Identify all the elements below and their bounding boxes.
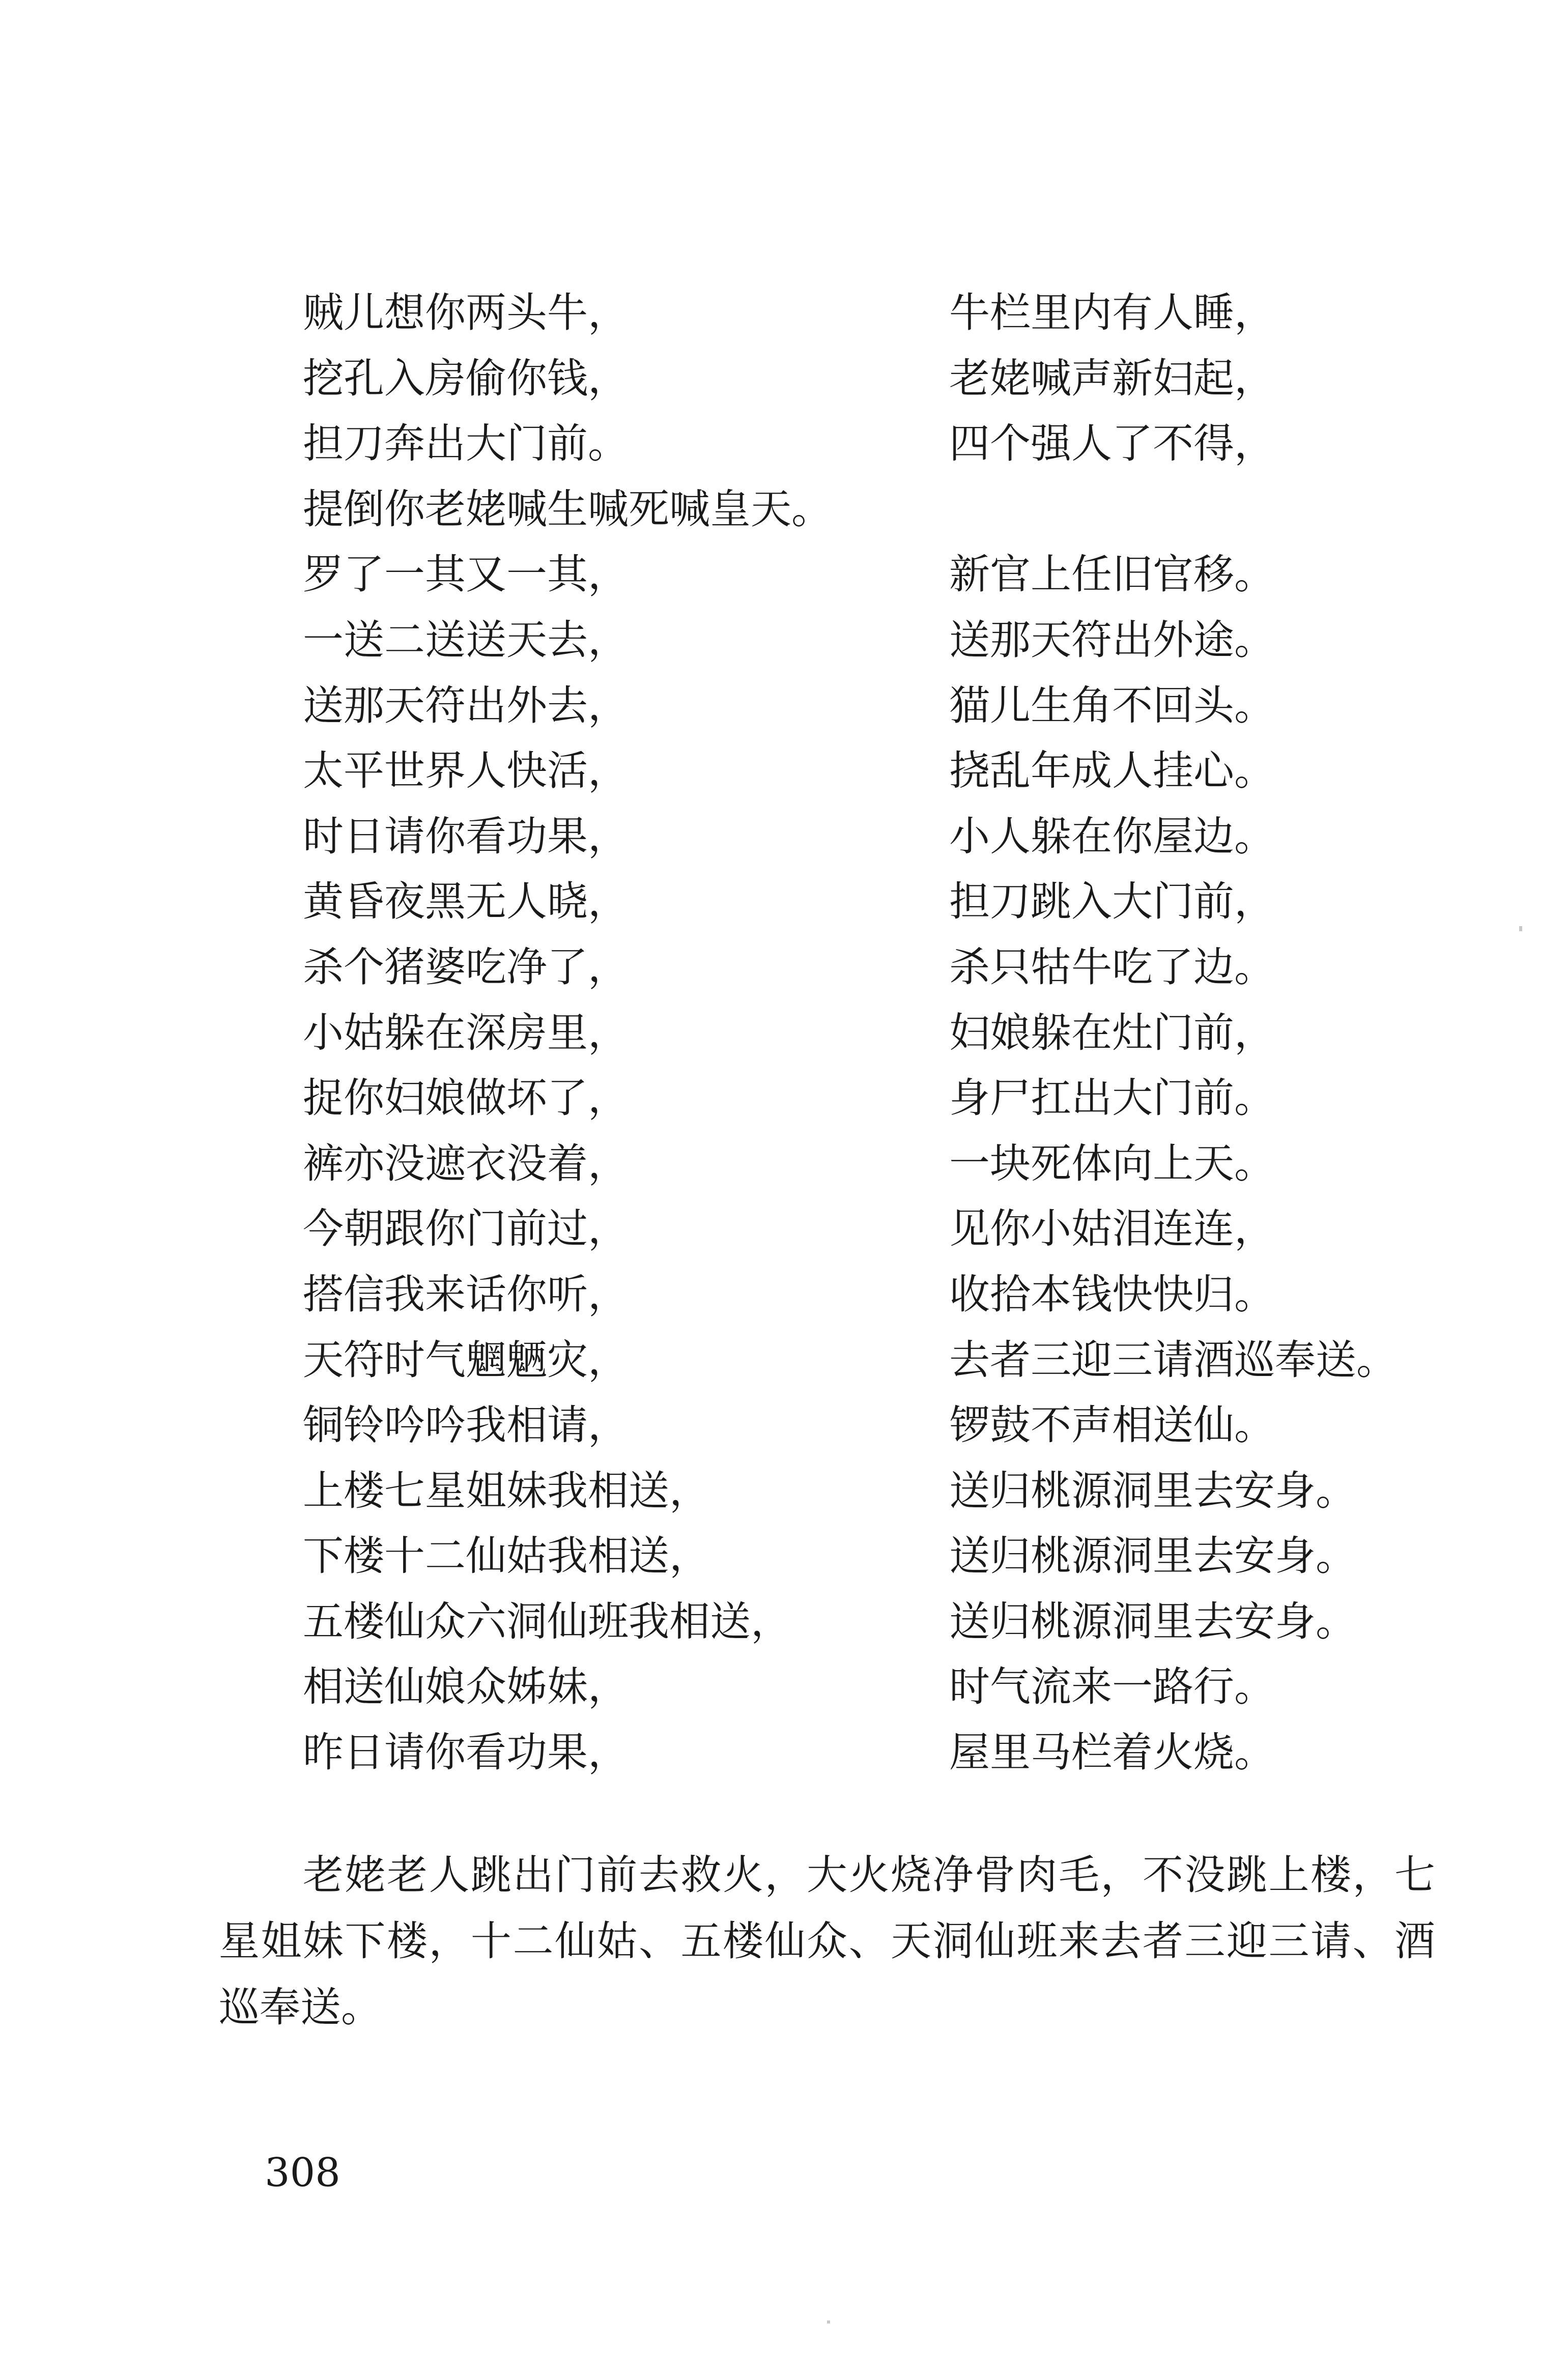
verse-line-right: 牛栏里内有人睡， bbox=[949, 289, 1275, 336]
verse-row bbox=[0, 1005, 1567, 1071]
verse-row bbox=[0, 1463, 1567, 1529]
verse-row bbox=[0, 481, 1567, 547]
verse-line-right: 屋里马栏着火烧。 bbox=[949, 1729, 1275, 1776]
verse-line-right: 杀只牯牛吃了边。 bbox=[949, 943, 1275, 991]
verse-line-left: 五楼仙众六洞仙班我相送， bbox=[303, 1597, 791, 1645]
verse-line-right: 送归桃源洞里去安身。 bbox=[949, 1532, 1356, 1580]
verse-row bbox=[0, 939, 1567, 1005]
verse-row bbox=[0, 1070, 1567, 1136]
verse-line-left: 小姑躲在深房里， bbox=[303, 1009, 629, 1056]
verse-line-right: 见你小姑泪连连， bbox=[949, 1205, 1275, 1253]
verse-line-right: 老姥喊声新妇起， bbox=[949, 354, 1275, 402]
verse-row bbox=[0, 1136, 1567, 1201]
verse-row bbox=[0, 1725, 1567, 1790]
verse-row bbox=[0, 351, 1567, 416]
verse-row bbox=[0, 809, 1567, 874]
verse-line-right: 时气流来一路行。 bbox=[949, 1663, 1275, 1711]
verse-line-left: 时日请你看功果， bbox=[303, 812, 629, 860]
verse-line-right: 挠乱年成人挂心。 bbox=[949, 747, 1275, 795]
verse-row bbox=[0, 743, 1567, 809]
verse-row bbox=[0, 1594, 1567, 1659]
verse-line-left: 搭信我来话你听， bbox=[303, 1270, 629, 1318]
verse-block bbox=[0, 285, 1567, 1790]
verse-line-left: 担刀奔出大门前。 bbox=[303, 420, 629, 468]
scan-speck bbox=[827, 2320, 830, 2324]
verse-line-right: 送归桃源洞里去安身。 bbox=[949, 1467, 1356, 1514]
verse-line-left: 今朝跟你门前过， bbox=[303, 1205, 629, 1253]
verse-line-left: 捉你妇娘做坏了， bbox=[303, 1074, 629, 1122]
verse-row bbox=[0, 612, 1567, 678]
verse-line-right: 送归桃源洞里去安身。 bbox=[949, 1597, 1356, 1645]
verse-row bbox=[0, 1267, 1567, 1332]
verse-line-right: 妇娘躲在灶门前， bbox=[949, 1009, 1275, 1056]
verse-line-left: 提倒你老姥喊生喊死喊皇天。 bbox=[303, 485, 832, 533]
verse-line-right: 一块死体向上天。 bbox=[949, 1139, 1275, 1187]
verse-row bbox=[0, 416, 1567, 481]
verse-line-right: 收拾本钱快快归。 bbox=[949, 1270, 1275, 1318]
verse-line-left: 下楼十二仙姑我相送， bbox=[303, 1532, 710, 1580]
verse-line-right: 身尸扛出大门前。 bbox=[949, 1074, 1275, 1122]
verse-line-left: 相送仙娘众姊妹， bbox=[303, 1663, 629, 1711]
verse-line-left: 太平世界人快活， bbox=[303, 747, 629, 795]
verse-line-left: 黄昏夜黑无人晓， bbox=[303, 878, 629, 926]
verse-line-right: 锣鼓不声相送仙。 bbox=[949, 1401, 1275, 1449]
verse-line-left: 罗了一其又一其， bbox=[303, 551, 629, 598]
verse-row bbox=[0, 1332, 1567, 1398]
verse-line-left: 挖孔入房偷你钱， bbox=[303, 354, 629, 402]
verse-line-left: 裤亦没遮衣没着， bbox=[303, 1139, 629, 1187]
verse-row bbox=[0, 285, 1567, 351]
verse-line-right: 新官上任旧官移。 bbox=[949, 551, 1275, 598]
verse-line-right: 四个强人了不得， bbox=[949, 420, 1275, 468]
scan-speck bbox=[1519, 926, 1522, 931]
verse-line-left: 贼儿想你两头牛， bbox=[303, 289, 629, 336]
verse-row bbox=[0, 1397, 1567, 1463]
verse-row bbox=[0, 678, 1567, 743]
verse-line-right: 猫儿生角不回头。 bbox=[949, 681, 1275, 729]
verse-line-right: 担刀跳入大门前， bbox=[949, 878, 1275, 926]
verse-line-left: 昨日请你看功果， bbox=[303, 1729, 629, 1776]
verse-row bbox=[0, 874, 1567, 939]
verse-line-right: 去者三迎三请酒巡奉送。 bbox=[949, 1336, 1397, 1384]
verse-row bbox=[0, 547, 1567, 612]
page-number: 308 bbox=[265, 2150, 340, 2196]
verse-line-left: 一送二送送天去， bbox=[303, 616, 629, 664]
verse-line-right: 送那天符出外途。 bbox=[949, 616, 1275, 664]
verse-row bbox=[0, 1659, 1567, 1725]
verse-line-right: 小人躲在你屋边。 bbox=[949, 812, 1275, 860]
verse-line-left: 上楼七星姐妹我相送， bbox=[303, 1467, 710, 1514]
verse-line-left: 铜铃吟吟我相请， bbox=[303, 1401, 629, 1449]
prose-paragraph: 老姥老人跳出门前去救火，大火烧净骨肉毛，不没跳上楼，七星姐妹下楼，十二仙姑、五楼仙众、天洞仙班来去者三迎三请、酒巡奉送。 bbox=[219, 1851, 1435, 2031]
verse-line-left: 天符时气魍魉灾， bbox=[303, 1336, 629, 1384]
verse-line-left: 送那天符出外去， bbox=[303, 681, 629, 729]
verse-line-left: 杀个猪婆吃净了， bbox=[303, 943, 629, 991]
verse-row bbox=[0, 1201, 1567, 1267]
verse-row bbox=[0, 1528, 1567, 1594]
